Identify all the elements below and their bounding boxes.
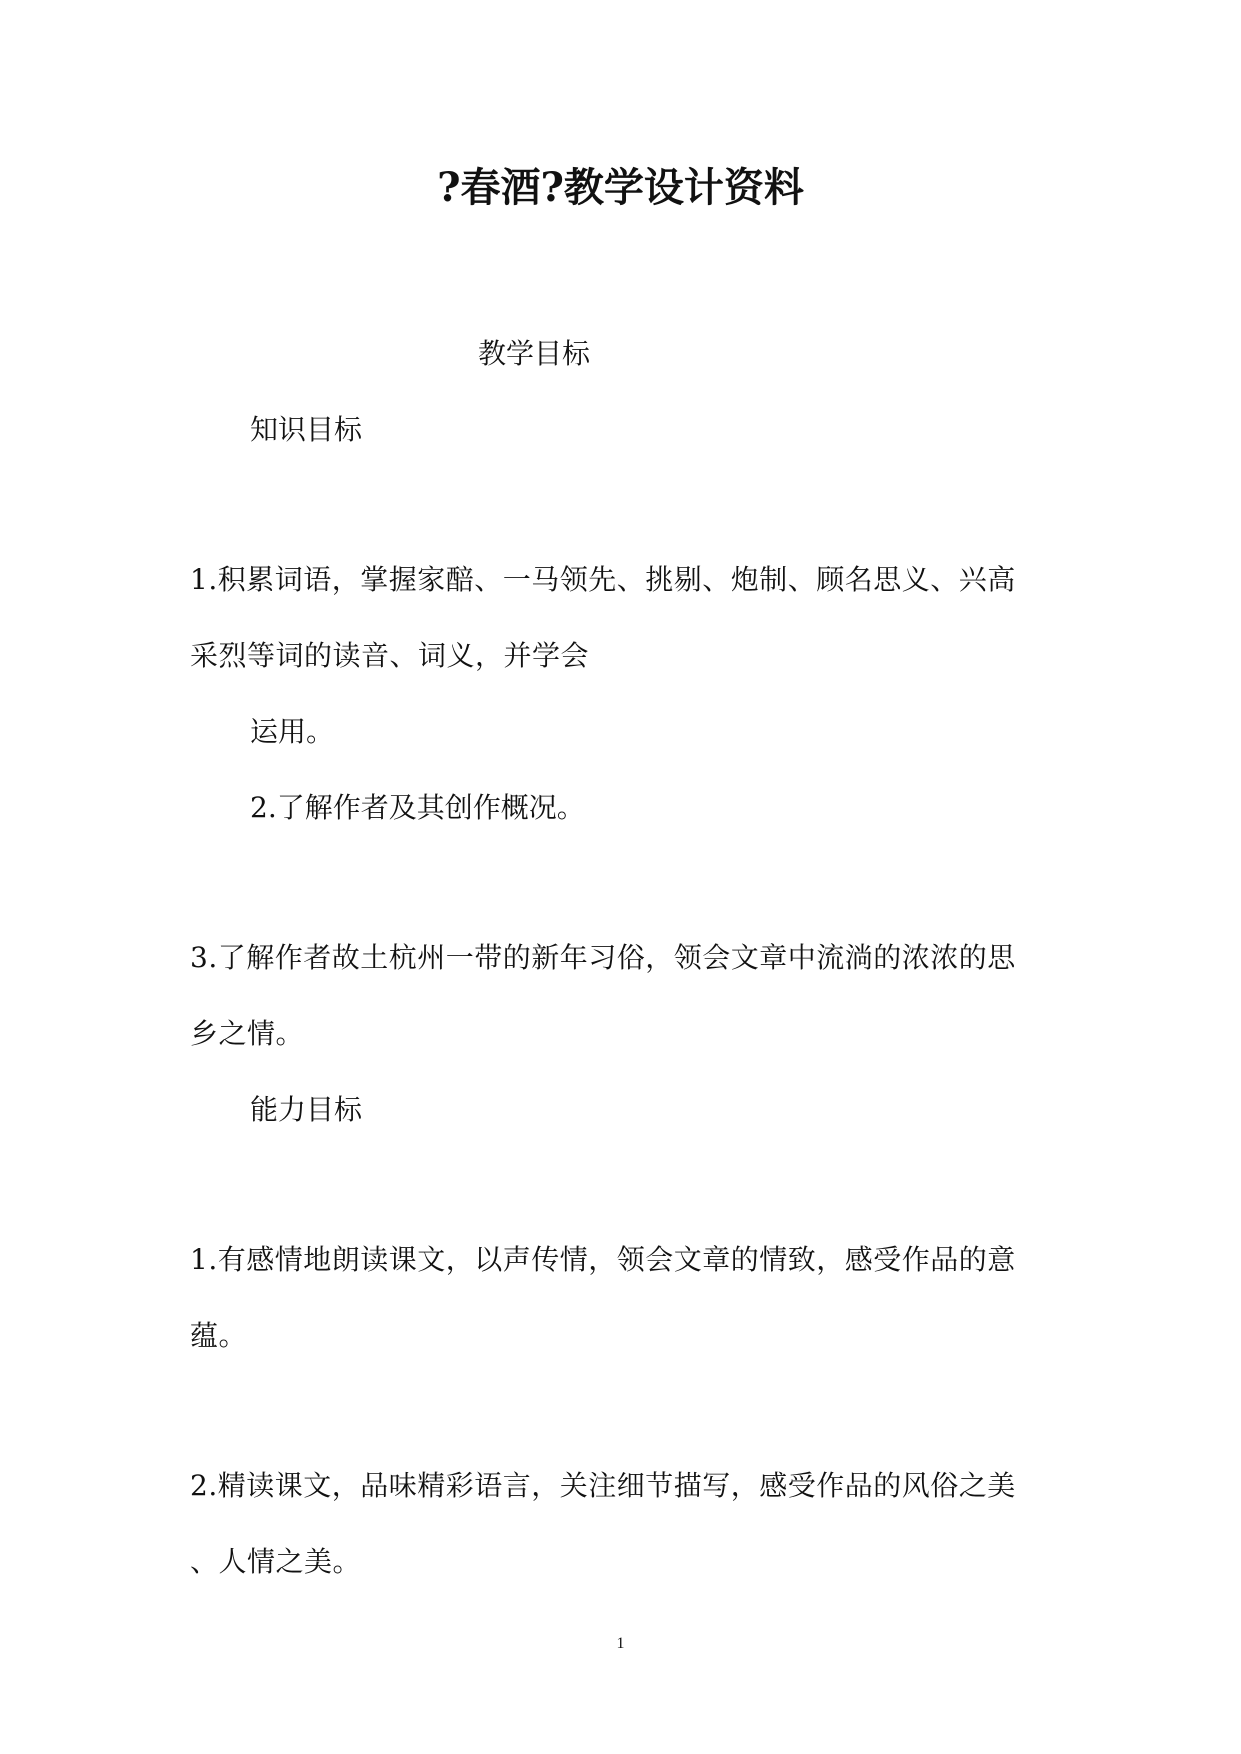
- ability-item-2-line-2: 、人情之美。: [190, 1545, 362, 1578]
- subheading-knowledge-goals: 知识目标: [250, 413, 363, 446]
- page-number: 1: [616, 1635, 625, 1652]
- knowledge-item-2: 2.了解作者及其创作概况。: [250, 791, 585, 824]
- knowledge-item-1-line-2: 采烈等词的读音、词义，并学会: [190, 639, 590, 672]
- knowledge-item-1-line-1: 1.积累词语，掌握家醅、一马领先、挑剔、炮制、顾名思义、兴高: [190, 563, 1016, 596]
- subheading-ability-goals: 能力目标: [250, 1093, 363, 1126]
- ability-item-1-line-2: 蕴。: [190, 1319, 248, 1352]
- section-heading-teaching-goals: 教学目标: [478, 337, 591, 370]
- knowledge-item-3-line-2: 乡之情。: [190, 1017, 305, 1050]
- document-title: ?春酒?教学设计资料: [437, 164, 804, 211]
- knowledge-item-1-line-3: 运用。: [250, 715, 335, 748]
- ability-item-2-line-1: 2.精读课文，品味精彩语言，关注细节描写，感受作品的风俗之美: [190, 1469, 1016, 1502]
- knowledge-item-3-line-1: 3.了解作者故土杭州一带的新年习俗，领会文章中流淌的浓浓的思: [190, 941, 1016, 974]
- ability-item-1-line-1: 1.有感情地朗读课文，以声传情，领会文章的情致，感受作品的意: [190, 1243, 1016, 1276]
